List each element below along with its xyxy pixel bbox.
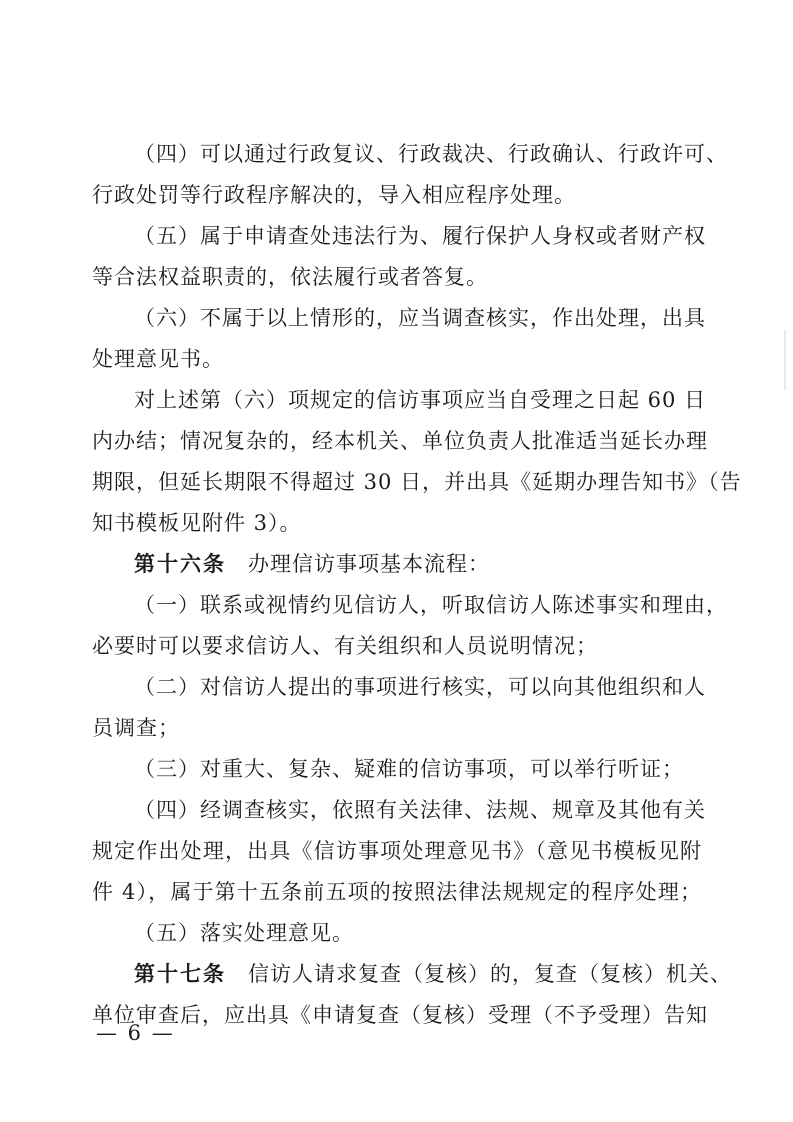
paragraph-line: （一）联系或视情约见信访人，听取信访人陈述事实和理由， — [134, 593, 728, 617]
paragraph-line: 件 4），属于第十五条前五项的按照法律法规规定的程序处理； — [92, 880, 702, 904]
paragraph-line: 行政处罚等行政程序解决的，导入相应程序处理。 — [92, 183, 576, 207]
paragraph-line: （二）对信访人提出的事项进行核实，可以向其他组织和人 — [134, 675, 706, 699]
paragraph-line: 知书模板见附件 3）。 — [92, 511, 302, 535]
article-seventeen-line — [134, 959, 732, 989]
paragraph-line: 内办结；情况复杂的，经本机关、单位负责人批准适当延长办理 — [92, 429, 708, 453]
paragraph-line: 员调查； — [92, 716, 180, 740]
paragraph-line: （四）可以通过行政复议、行政裁决、行政确认、行政许可、 — [134, 142, 728, 166]
article-heading: 第十六条 — [134, 552, 226, 576]
article-heading: 第十七条 — [134, 962, 226, 986]
article-text: 办理信访事项基本流程： — [248, 552, 490, 576]
paragraph-line: （五）落实处理意见。 — [134, 921, 354, 945]
paragraph-line: 必要时可以要求信访人、有关组织和人员说明情况； — [92, 634, 598, 658]
paragraph-line: （六）不属于以上情形的，应当调查核实，作出处理，出具 — [134, 306, 706, 330]
paragraph-line: 处理意见书。 — [92, 347, 224, 371]
article-sixteen-line — [134, 549, 702, 579]
paragraph-line: （五）属于申请查处违法行为、履行保护人身权或者财产权 — [134, 224, 706, 248]
paragraph-line: 对上述第（六）项规定的信访事项应当自受理之日起 60 日 — [134, 388, 707, 412]
paragraph-line: 单位审查后，应出具《申请复查（复核）受理（不予受理）告知 — [92, 1003, 708, 1027]
paragraph-line: （四）经调查核实，依照有关法律、法规、规章及其他有关 — [134, 798, 706, 822]
paragraph-line: 等合法权益职责的，依法履行或者答复。 — [92, 265, 488, 289]
page-number: — 6 — — [96, 1021, 175, 1045]
paragraph-line: 规定作出处理，出具《信访事项处理意见书》（意见书模板见附 — [92, 839, 702, 863]
article-text: 信访人请求复查（复核）的，复查（复核）机关、 — [248, 962, 732, 986]
paragraph-line: 期限，但延长期限不得超过 30 日，并出具《延期办理告知书》（告 — [92, 470, 742, 494]
paragraph-line: （三）对重大、复杂、疑难的信访事项，可以举行听证； — [134, 757, 684, 781]
scan-artifact — [784, 330, 786, 390]
